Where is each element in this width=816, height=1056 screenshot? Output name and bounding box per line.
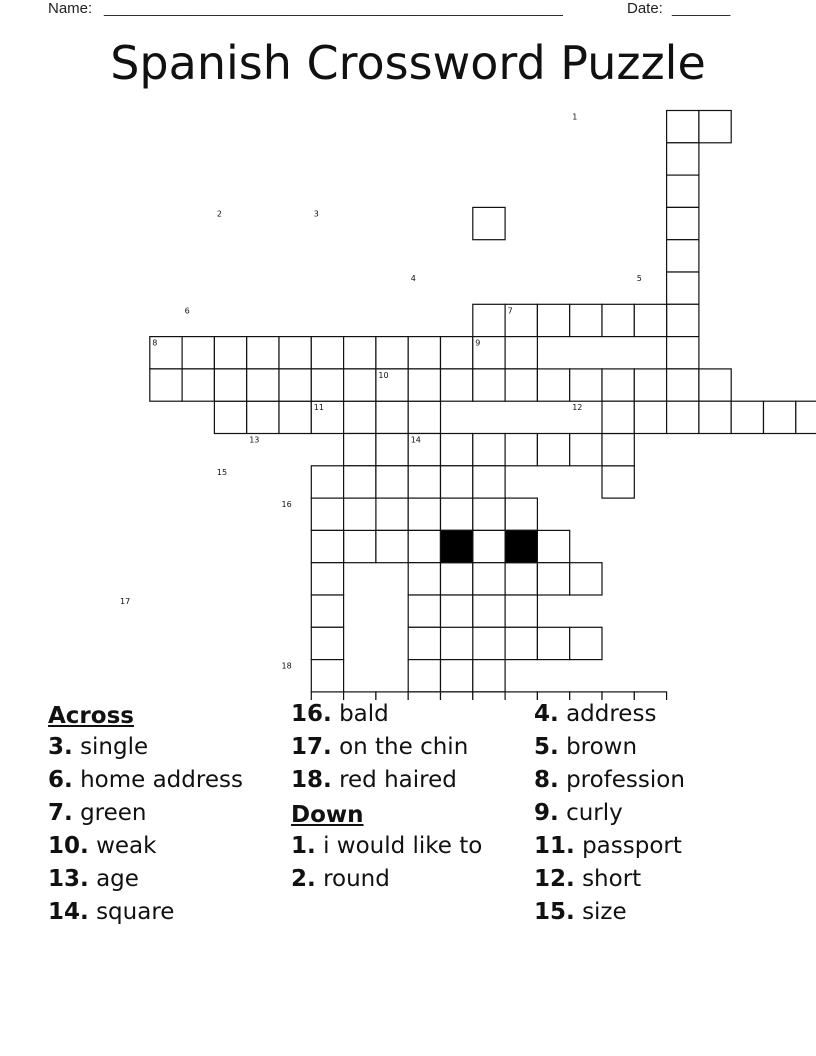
crossword-cell[interactable]	[441, 595, 473, 627]
crossword-cell[interactable]	[182, 337, 214, 369]
crossword-cell[interactable]	[473, 466, 505, 498]
crossword-cell[interactable]	[441, 530, 473, 562]
clue-text: bald	[339, 701, 389, 727]
crossword-cell[interactable]	[279, 401, 311, 433]
clue-text: weak	[96, 833, 157, 859]
crossword-cell[interactable]	[408, 498, 440, 530]
clue-text: age	[96, 866, 139, 892]
across-heading: Across	[48, 703, 134, 729]
clue-text: i would like to	[323, 833, 483, 859]
crossword-cell[interactable]	[247, 401, 279, 433]
clue-text: brown	[566, 734, 638, 760]
crossword-cell[interactable]	[408, 337, 440, 369]
crossword-cell[interactable]	[441, 337, 473, 369]
crossword-cell[interactable]	[344, 401, 376, 433]
name-label: Name:	[48, 0, 93, 17]
crossword-cell[interactable]	[376, 498, 408, 530]
clue-text: on the chin	[339, 734, 469, 760]
clue-number-label: 1	[572, 112, 578, 122]
crossword-cell[interactable]	[505, 692, 537, 700]
clue-across-3	[48, 733, 278, 761]
clue-column-1	[48, 700, 278, 931]
crossword-cell[interactable]	[473, 498, 505, 530]
clue-number: 17.	[291, 734, 332, 760]
crossword-cell[interactable]	[731, 401, 763, 433]
crossword-cell[interactable]	[311, 337, 343, 369]
crossword-cell[interactable]	[376, 401, 408, 433]
crossword-cell[interactable]	[408, 627, 440, 659]
crossword-cell[interactable]	[311, 369, 343, 401]
clue-number: 9.	[534, 800, 559, 826]
crossword-cell[interactable]	[505, 530, 537, 562]
clue-number: 15.	[534, 899, 575, 925]
crossword-cell[interactable]	[537, 369, 569, 401]
clue-number: 7.	[48, 800, 73, 826]
crossword-cell[interactable]	[667, 143, 699, 175]
clue-text: curly	[566, 800, 623, 826]
crossword-cell[interactable]	[667, 272, 699, 304]
crossword-cell[interactable]	[537, 563, 569, 595]
crossword-cell[interactable]	[376, 692, 408, 700]
crossword-cell[interactable]	[473, 660, 505, 692]
down-heading: Down	[291, 802, 364, 828]
clue-number-label: 10	[378, 370, 389, 380]
crossword-cell[interactable]	[602, 304, 634, 336]
crossword-cell[interactable]	[311, 627, 343, 659]
crossword-cell[interactable]	[344, 337, 376, 369]
crossword-cell[interactable]	[311, 466, 343, 498]
crossword-cell[interactable]	[408, 466, 440, 498]
clues-section	[0, 700, 816, 960]
crossword-cell[interactable]	[473, 530, 505, 562]
crossword-cell[interactable]	[667, 240, 699, 272]
crossword-cell[interactable]	[247, 337, 279, 369]
crossword-cell[interactable]	[505, 563, 537, 595]
crossword-cell[interactable]	[537, 304, 569, 336]
crossword-cell[interactable]	[441, 692, 473, 700]
crossword-cell[interactable]	[667, 175, 699, 207]
clue-text: green	[80, 800, 147, 826]
crossword-cell[interactable]	[441, 563, 473, 595]
crossword-cell[interactable]	[150, 369, 182, 401]
crossword-cell[interactable]	[570, 304, 602, 336]
crossword-cell[interactable]	[311, 401, 343, 433]
clue-number: 16.	[291, 701, 332, 727]
crossword-cell[interactable]	[344, 692, 376, 700]
crossword-cell[interactable]	[376, 466, 408, 498]
crossword-cell[interactable]	[602, 692, 634, 700]
clue-number: 11.	[534, 833, 575, 859]
crossword-cell[interactable]	[473, 627, 505, 659]
crossword-cell[interactable]	[505, 369, 537, 401]
crossword-cell[interactable]	[344, 530, 376, 562]
crossword-cell[interactable]	[699, 401, 731, 433]
crossword-cell[interactable]	[408, 595, 440, 627]
clue-number: 3.	[48, 734, 73, 760]
crossword-cell[interactable]	[473, 337, 505, 369]
clue-number-label: 6	[184, 306, 190, 316]
crossword-cell[interactable]	[667, 337, 699, 369]
crossword-cell[interactable]	[667, 207, 699, 239]
name-blank[interactable]: _______________________________________________________	[104, 0, 563, 17]
crossword-cell[interactable]	[667, 304, 699, 336]
clue-across-14	[48, 898, 278, 926]
crossword-cell[interactable]	[570, 627, 602, 659]
clue-down-4	[534, 700, 764, 728]
crossword-cell[interactable]	[634, 369, 666, 401]
crossword-cell[interactable]	[344, 369, 376, 401]
crossword-cell[interactable]	[441, 466, 473, 498]
crossword-cell[interactable]	[408, 563, 440, 595]
clue-across-17	[291, 733, 501, 761]
clue-across-7	[48, 799, 278, 827]
crossword-cell[interactable]	[796, 401, 816, 433]
clue-down-12	[534, 865, 764, 893]
crossword-cell[interactable]	[150, 337, 182, 369]
clue-number: 6.	[48, 767, 73, 793]
clue-text: profession	[566, 767, 685, 793]
crossword-cell[interactable]	[247, 369, 279, 401]
crossword-cell[interactable]	[634, 304, 666, 336]
crossword-cell[interactable]	[376, 530, 408, 562]
clue-down-1	[291, 832, 501, 860]
clue-number-label: 13	[249, 435, 260, 445]
crossword-cell[interactable]	[441, 660, 473, 692]
crossword-cell[interactable]	[214, 401, 246, 433]
clue-text: round	[323, 866, 390, 892]
page-title: Spanish Crossword Puzzle	[110, 36, 706, 90]
clue-number: 1.	[291, 833, 316, 859]
clue-number: 2.	[291, 866, 316, 892]
clue-text: red haired	[339, 767, 457, 793]
crossword-cell[interactable]	[699, 369, 731, 401]
clue-down-5	[534, 733, 764, 761]
crossword-cell[interactable]	[505, 304, 537, 336]
crossword-cell[interactable]	[667, 401, 699, 433]
crossword-cell[interactable]	[311, 692, 343, 700]
crossword-cell[interactable]	[699, 111, 731, 143]
clue-across-16	[291, 700, 501, 728]
clue-down-8	[534, 766, 764, 794]
clue-number-label: 16	[281, 500, 292, 510]
crossword-cell[interactable]	[505, 337, 537, 369]
crossword-cell[interactable]	[634, 401, 666, 433]
crossword-cell[interactable]	[214, 369, 246, 401]
crossword-cell[interactable]	[408, 660, 440, 692]
clue-across-6	[48, 766, 278, 794]
crossword-cell[interactable]	[311, 563, 343, 595]
crossword-cell[interactable]	[182, 369, 214, 401]
crossword-cell[interactable]	[505, 627, 537, 659]
clue-number-label: 2	[216, 209, 222, 219]
crossword-cell[interactable]	[376, 369, 408, 401]
clue-text: home address	[80, 767, 243, 793]
clue-number: 4.	[534, 701, 559, 727]
crossword-cell[interactable]	[408, 401, 440, 433]
clue-text: passport	[582, 833, 682, 859]
clue-down-2	[291, 865, 501, 893]
clue-text: single	[80, 734, 149, 760]
crossword-cell[interactable]	[602, 401, 634, 433]
crossword-cell[interactable]	[441, 434, 473, 466]
crossword-cell[interactable]	[473, 207, 505, 239]
crossword-cell[interactable]	[537, 627, 569, 659]
crossword-cell[interactable]	[634, 692, 666, 700]
crossword-cell[interactable]	[311, 498, 343, 530]
clue-across-13	[48, 865, 278, 893]
clue-number-label: 12	[572, 403, 583, 413]
crossword-cell[interactable]	[764, 401, 796, 433]
clue-number-label: 4	[410, 274, 416, 283]
clue-number-label: 15	[216, 467, 228, 477]
crossword-cell[interactable]	[408, 369, 440, 401]
clue-across-18	[291, 766, 501, 794]
crossword-cell[interactable]	[473, 304, 505, 336]
clue-text: square	[96, 899, 175, 925]
date-blank[interactable]: _______	[672, 0, 731, 17]
crossword-cell[interactable]	[602, 466, 634, 498]
clue-number-label: 14	[410, 435, 421, 445]
crossword-cell[interactable]	[473, 595, 505, 627]
clue-number-label: 8	[152, 338, 158, 348]
crossword-cell[interactable]	[602, 434, 634, 466]
clue-number-label: 18	[281, 661, 292, 671]
crossword-cell[interactable]	[570, 434, 602, 466]
crossword-cell[interactable]	[408, 530, 440, 562]
date-label: Date:	[627, 0, 663, 17]
crossword-cell[interactable]	[344, 466, 376, 498]
crossword-cell[interactable]	[376, 434, 408, 466]
clue-number-label: 17	[120, 597, 131, 606]
crossword-cell[interactable]	[473, 369, 505, 401]
crossword-cell[interactable]	[537, 692, 569, 700]
crossword-cell[interactable]	[376, 337, 408, 369]
clue-number-label: 9	[475, 338, 481, 348]
clue-number: 18.	[291, 767, 332, 793]
header-line	[48, 0, 748, 20]
clue-number: 13.	[48, 866, 89, 892]
crossword-cell[interactable]	[667, 369, 699, 401]
clue-number-label: 3	[313, 209, 319, 219]
crossword-cell[interactable]	[570, 563, 602, 595]
crossword-cell[interactable]	[214, 337, 246, 369]
crossword-cell[interactable]	[505, 498, 537, 530]
crossword-cell[interactable]	[311, 530, 343, 562]
crossword-cell[interactable]	[311, 660, 343, 692]
crossword-cell[interactable]	[473, 434, 505, 466]
clue-down-15	[534, 898, 764, 926]
clue-down-11	[534, 832, 764, 860]
crossword-cell[interactable]	[570, 369, 602, 401]
clue-text: short	[582, 866, 642, 892]
clue-across-10	[48, 832, 278, 860]
crossword-cell[interactable]	[344, 434, 376, 466]
clue-number-label: 11	[313, 403, 324, 413]
clue-text: address	[566, 701, 657, 727]
clue-number: 10.	[48, 833, 89, 859]
crossword-cell[interactable]	[537, 530, 569, 562]
crossword-cell[interactable]	[441, 498, 473, 530]
crossword-cell[interactable]	[505, 595, 537, 627]
crossword-cell[interactable]	[441, 369, 473, 401]
crossword-cell[interactable]	[667, 111, 699, 143]
crossword-cell[interactable]	[602, 369, 634, 401]
clue-number: 14.	[48, 899, 89, 925]
clue-number: 8.	[534, 767, 559, 793]
clue-down-9	[534, 799, 764, 827]
clue-column-2	[291, 700, 501, 898]
crossword-cell[interactable]	[570, 692, 602, 700]
crossword-cell[interactable]	[279, 337, 311, 369]
crossword-cell[interactable]	[279, 369, 311, 401]
crossword-cell[interactable]	[311, 595, 343, 627]
clue-number: 5.	[534, 734, 559, 760]
crossword-cell[interactable]	[473, 563, 505, 595]
clue-number: 12.	[534, 866, 575, 892]
crossword-cell[interactable]	[537, 434, 569, 466]
clue-number-label: 5	[636, 274, 642, 283]
clue-number-label: 7	[507, 306, 513, 316]
crossword-cell[interactable]	[473, 692, 505, 700]
crossword-cell[interactable]	[408, 692, 440, 700]
clue-text: size	[582, 899, 627, 925]
clue-column-3	[534, 700, 764, 931]
crossword-cell[interactable]	[408, 434, 440, 466]
crossword-cell[interactable]	[505, 434, 537, 466]
